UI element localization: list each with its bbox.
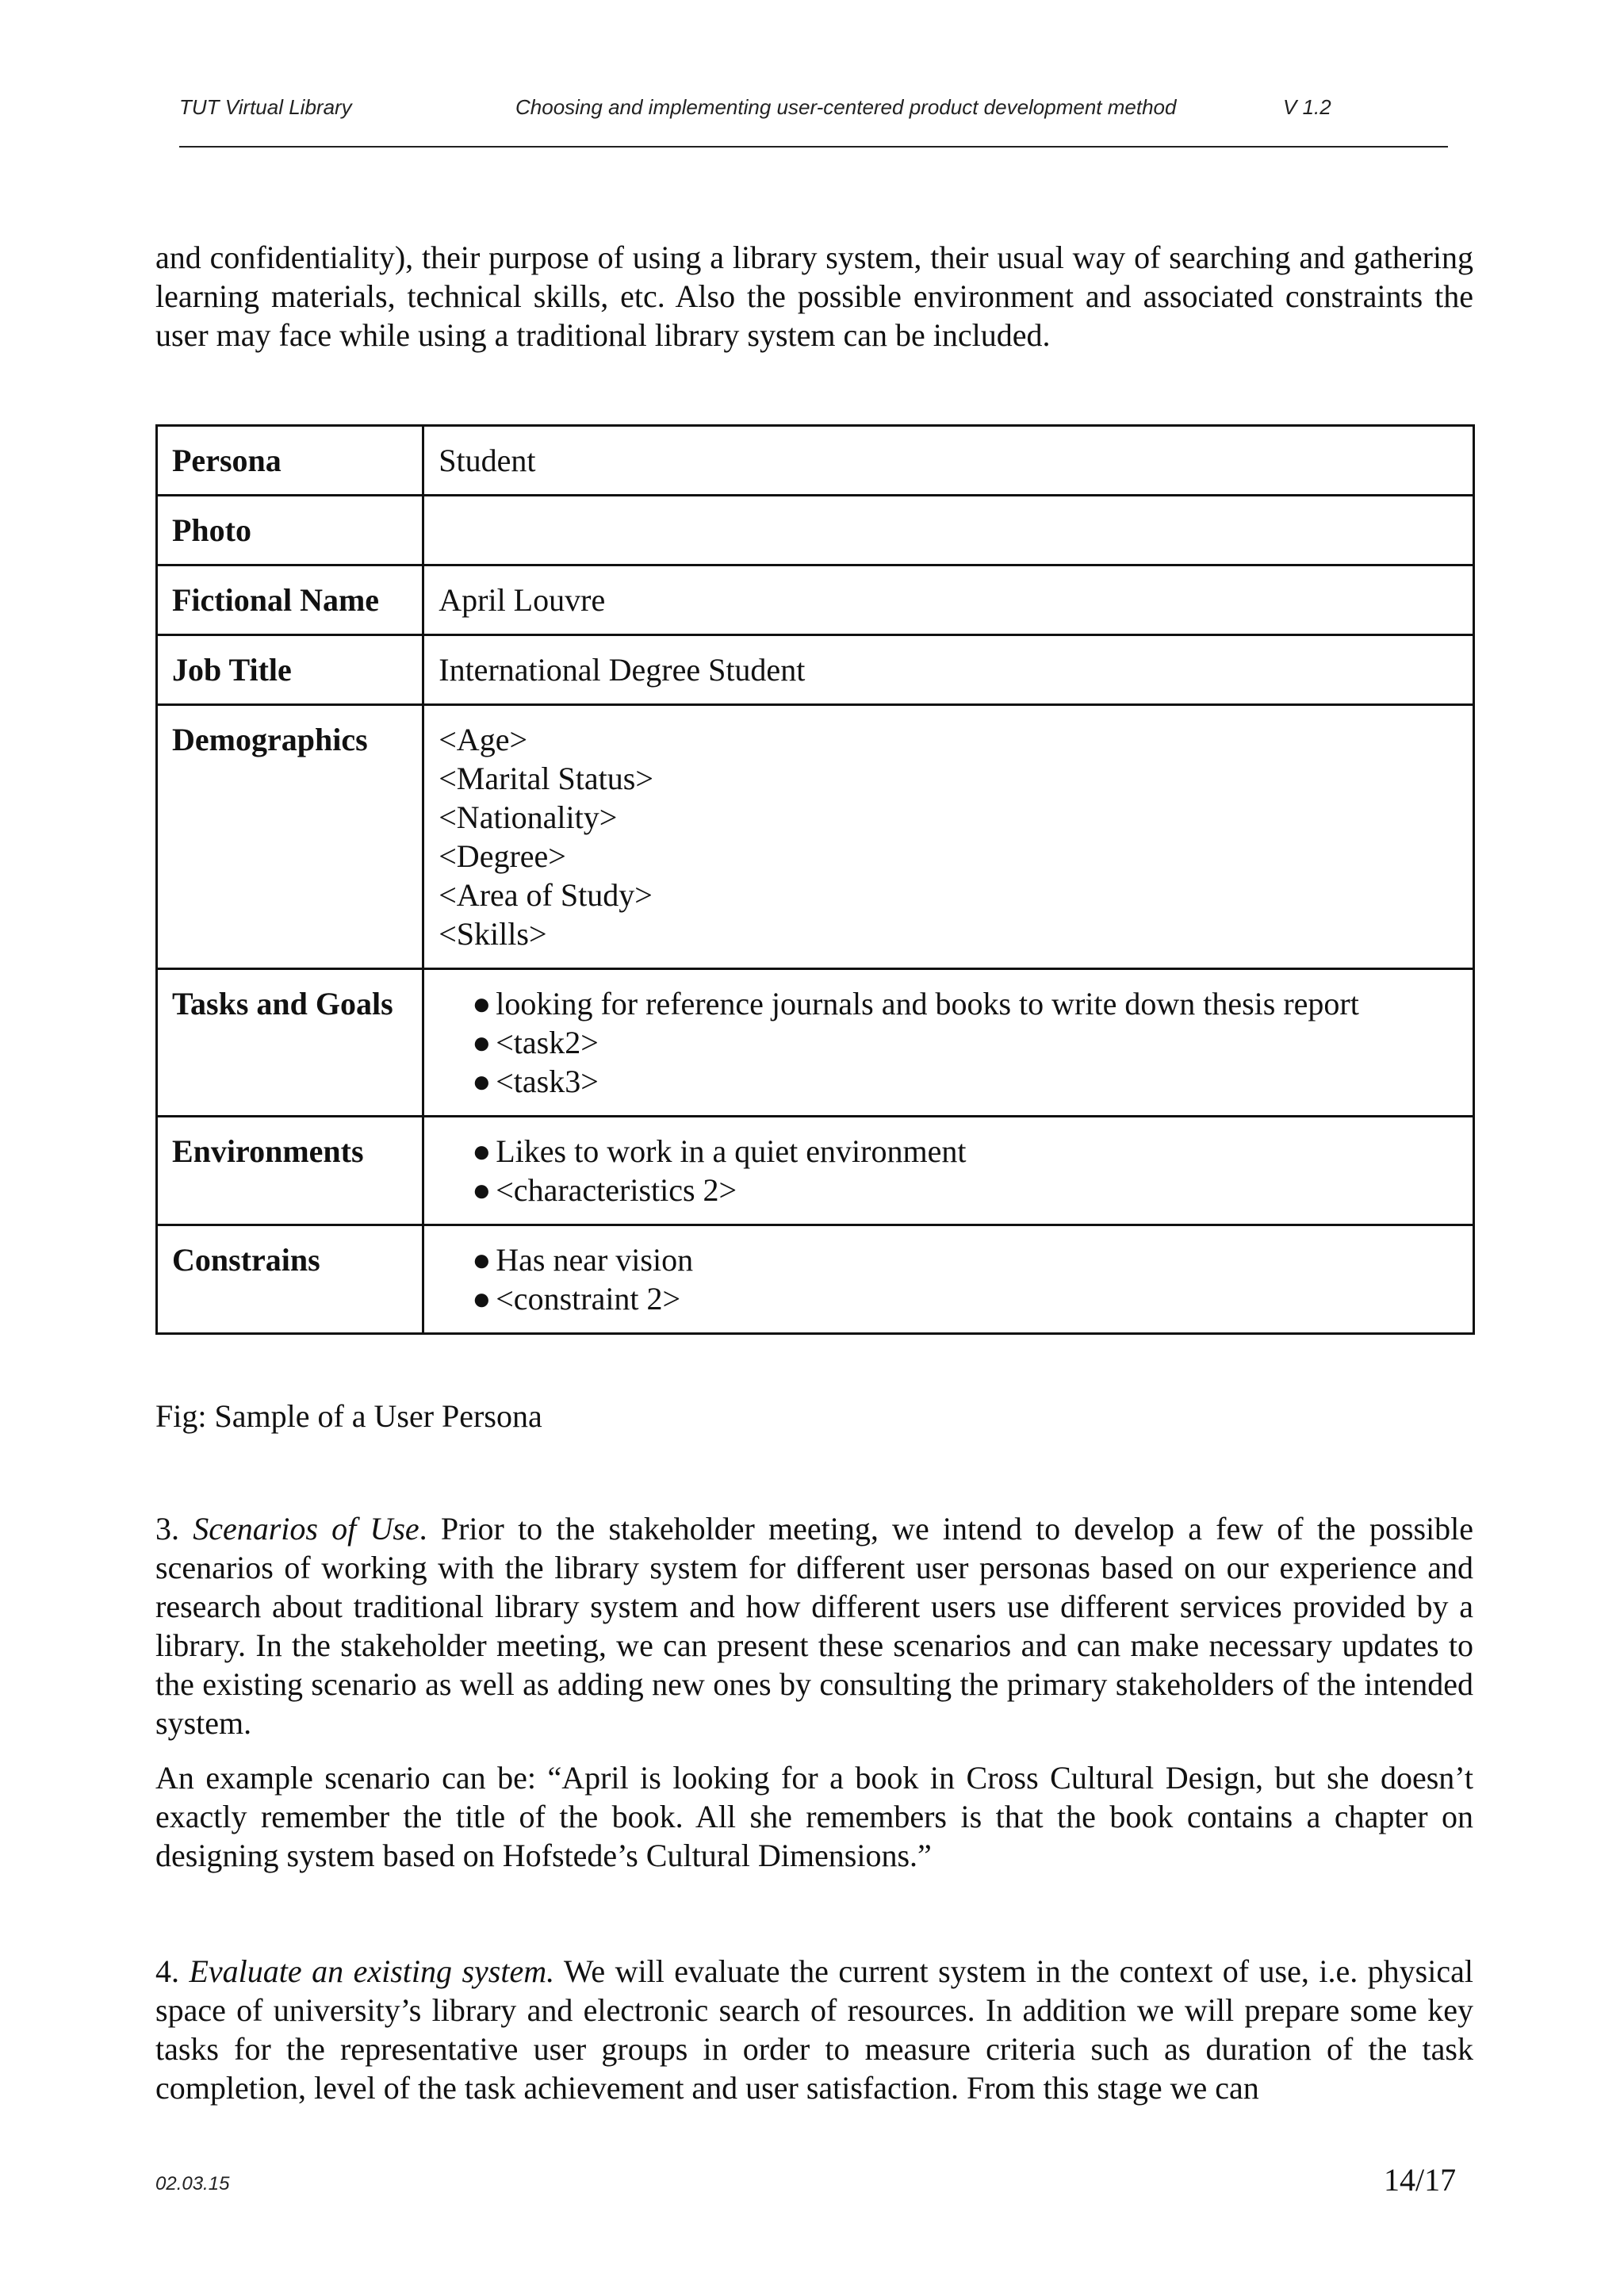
example-scenario-paragraph: An example scenario can be: “April is looking for a book in Cross Cultural Design, but she doesn’t exactly remember the title of the book. All she remembers is that the book contains a chapter on designing system based on Hofstede’s Cultural Dimensions.” [155, 1760, 1473, 1873]
photo-value [423, 496, 1474, 565]
demographics-item: <Skills> [439, 916, 547, 952]
table-row [157, 426, 1474, 496]
job-title-label: Job Title [157, 635, 423, 705]
list-item [439, 1062, 1458, 1101]
list-item [439, 1023, 1458, 1062]
section-3-number: 3. [155, 1511, 193, 1547]
bullet-icon: ● [472, 1133, 492, 1169]
footer-date: 02.03.15 [155, 2173, 230, 2194]
persona-value: Student [423, 426, 1474, 496]
section-3-paragraph [155, 1509, 1473, 1742]
figure-caption: Fig: Sample of a User Persona [155, 1398, 542, 1434]
demographics-label: Demographics [157, 705, 423, 969]
task-text: <task3> [496, 1064, 599, 1099]
constraints-label: Constrains [157, 1225, 423, 1334]
demographics-item: <Degree> [439, 838, 566, 874]
list-item [439, 1240, 1458, 1279]
task-text: <task2> [496, 1025, 599, 1060]
job-title-value: International Degree Student [423, 635, 1474, 705]
bullet-icon: ● [472, 1242, 492, 1278]
header-library-name: TUT Virtual Library [179, 95, 352, 119]
page-number: 14/17 [1384, 2162, 1457, 2198]
persona-label: Persona [157, 426, 423, 496]
list-item [439, 1279, 1458, 1318]
list-item [439, 1171, 1458, 1209]
task-text: looking for reference journals and books to write down thesis report [496, 986, 1359, 1022]
tasks-list [439, 984, 1458, 1101]
list-item [439, 984, 1458, 1023]
bullet-icon: ● [472, 1172, 492, 1208]
section-4-paragraph [155, 1952, 1473, 2107]
demographics-value [423, 705, 1474, 969]
fictional-name-label: Fictional Name [157, 565, 423, 635]
bullet-icon: ● [472, 1281, 492, 1317]
demographics-item: <Marital Status> [439, 761, 653, 796]
table-row [157, 705, 1474, 969]
bullet-icon: ● [472, 1025, 492, 1060]
constraints-list [439, 1240, 1458, 1318]
environments-list [439, 1132, 1458, 1209]
constraint-text: Has near vision [496, 1242, 694, 1278]
table-row [157, 565, 1474, 635]
header-divider [179, 146, 1448, 148]
bullet-icon: ● [472, 1064, 492, 1099]
section-3-text: . Prior to the stakeholder meeting, we intend to develop a few of the possible scenarios of working with the library system for different user personas based on our experience and research about traditional library system and how different users use different services provided by a library. In the stakeholder meeting, we can present these scenarios and can make necessary updates to the existing scenario as well as adding new ones by consulting the primary stakeholders of the intended system. [155, 1511, 1473, 1741]
environments-value [423, 1117, 1474, 1225]
table-row [157, 1225, 1474, 1334]
table-row [157, 969, 1474, 1117]
environments-label: Environments [157, 1117, 423, 1225]
section-4-number: 4. [155, 1953, 190, 1989]
section-4-heading: Evaluate an existing system. [189, 1953, 555, 1989]
environment-text: <characteristics 2> [496, 1172, 737, 1208]
tasks-goals-value [423, 969, 1474, 1117]
table-row [157, 1117, 1474, 1225]
photo-label: Photo [157, 496, 423, 565]
persona-table [155, 424, 1475, 1335]
tasks-goals-label: Tasks and Goals [157, 969, 423, 1117]
constraint-text: <constraint 2> [496, 1281, 681, 1317]
constraints-value [423, 1225, 1474, 1334]
section-3-heading: Scenarios of Use [193, 1511, 419, 1547]
fictional-name-value: April Louvre [423, 565, 1474, 635]
section-4-text: We will evaluate the current system in the context of use, i.e. physical space of university’s library and electronic search of resources. In addition we will prepare some key tasks for the representative user groups in order to measure criteria such as duration of the task completion, level of the task achievement and user satisfaction. From this stage we can [155, 1953, 1473, 2106]
table-row [157, 496, 1474, 565]
list-item [439, 1132, 1458, 1171]
intro-paragraph: and confidentiality), their purpose of using a library system, their usual way of searching and gathering learning materials, technical skills, etc. Also the possible environment and associated constraints the user may face while using a traditional library system can be included. [155, 240, 1473, 353]
demographics-item: <Age> [439, 722, 528, 757]
header-document-title: Choosing and implementing user-centered product development method [515, 95, 1177, 119]
bullet-icon: ● [472, 986, 492, 1022]
demographics-item: <Nationality> [439, 799, 618, 835]
environment-text: Likes to work in a quiet environment [496, 1133, 967, 1169]
table-row [157, 635, 1474, 705]
header-version: V 1.2 [1283, 95, 1331, 119]
demographics-item: <Area of Study> [439, 877, 653, 913]
